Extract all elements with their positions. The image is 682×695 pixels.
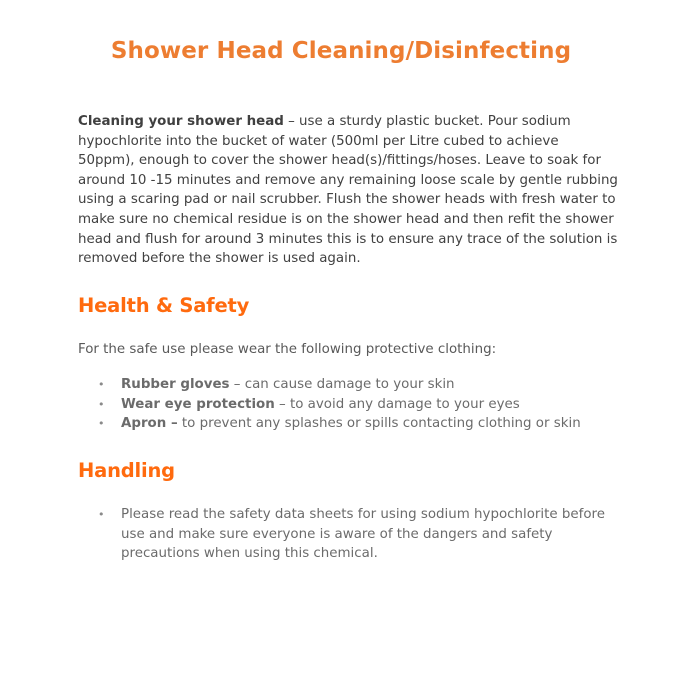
handling-heading: Handling <box>78 459 175 482</box>
page-title: Shower Head Cleaning/Disinfecting <box>110 38 572 64</box>
item-text: – to avoid any damage to your eyes <box>274 396 520 412</box>
health-safety-heading: Health & Safety <box>78 294 250 317</box>
item-text: – can cause damage to your skin <box>229 377 455 392</box>
item-text: to prevent any splashes or spills contacting clothing or skin <box>177 416 581 432</box>
handling-list <box>78 505 618 564</box>
item-label: Wear eye protection <box>121 396 275 412</box>
list-item <box>78 395 618 415</box>
item-label: Apron – <box>121 416 178 432</box>
item-label: Rubber gloves <box>121 377 230 392</box>
cleaning-paragraph <box>78 112 618 269</box>
bullet-icon: • <box>98 378 105 391</box>
list-item <box>78 375 618 395</box>
protective-clothing-list <box>78 375 618 434</box>
list-item <box>78 505 618 564</box>
list-item <box>78 414 618 434</box>
item-text: Please read the safety data sheets for using sodium hypochlorite before use and make sure everyone is aware of the dangers and safety precautions when using this chemical. <box>121 507 605 562</box>
bullet-icon: • <box>98 417 105 431</box>
cleaning-text: – use a sturdy plastic bucket. Pour sodium hypochlorite into the bucket of water (500ml per Litre cubed to achieve 50ppm), enough to cover the shower head(s)/fittings/hoses. Leave to soak for around 10 -15 minutes and remove any remaining loose scale by gentle rubbing using a scaring pad or nail scrubber. Flush the shower heads with fresh water to make sure no chemical residue is on the shower head and then refit the shower head and flush for around 3 minutes this is to ensure any trace of the solution is removed before the shower is used again. <box>78 114 618 267</box>
health-safety-intro: For the safe use please wear the following protective clothing: <box>78 342 497 357</box>
bullet-icon: • <box>98 397 105 411</box>
cleaning-lead: Cleaning your shower head <box>78 114 284 129</box>
bullet-icon: • <box>98 508 105 521</box>
